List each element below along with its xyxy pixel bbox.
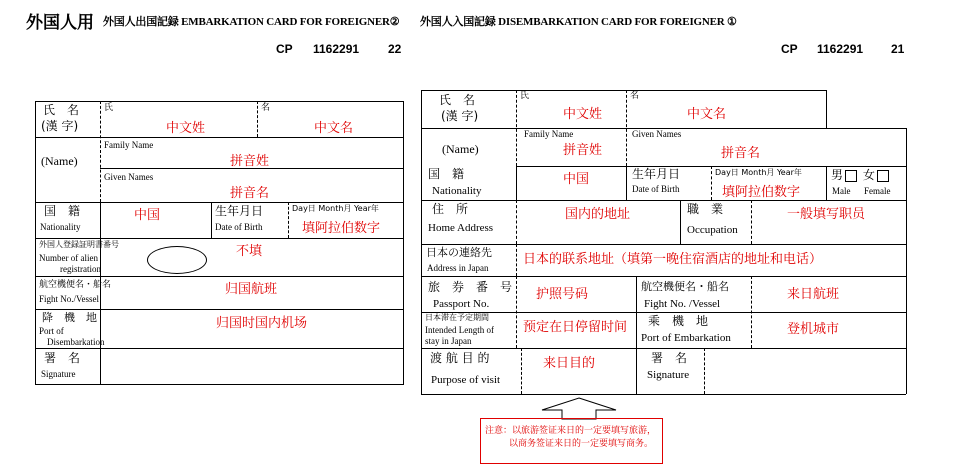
disembark-flight-value: 来日航班	[787, 287, 840, 302]
embark-name-kanji-sub: (漢 字)	[41, 119, 79, 133]
disembark-surname-cn: 中文姓	[563, 107, 603, 122]
disembark-purpose-jp: 渡 航 目 的	[430, 351, 490, 365]
disembark-purpose-en: Purpose of visit	[431, 374, 501, 386]
male-checkbox[interactable]	[845, 170, 857, 182]
male-label: 男	[831, 168, 844, 182]
embark-flight-en: Fight No./Vessel	[39, 294, 100, 304]
embark-cp-number: 1162291	[313, 42, 360, 56]
embark-given-mark: 名	[261, 103, 271, 113]
disembark-contact-value: 日本的联系地址（填第一晚住宿酒店的地址和电话）	[523, 252, 823, 267]
embark-alien-reg-jp: 外国人登録証明書番号	[39, 240, 119, 249]
disembark-stay-jp: 日本滞在予定期間	[425, 313, 489, 322]
disembark-contact-jp: 日本の連絡先	[426, 246, 492, 259]
disembark-given-cn: 中文名	[687, 107, 727, 122]
female-checkbox[interactable]	[877, 170, 889, 182]
embark-surname-cn: 中文姓	[166, 121, 206, 136]
disembark-flight-en: Fight No. /Vessel	[644, 298, 721, 310]
disembark-given-names-label: Given Names	[632, 129, 682, 139]
embark-nationality-jp: 国 籍	[44, 204, 81, 218]
embark-port-en2: Disembarkation	[47, 337, 105, 347]
female-label: 女	[862, 168, 875, 182]
disembark-given-mark: 名	[630, 91, 640, 101]
disembark-signature-jp: 署 名	[651, 351, 688, 365]
embark-name-label: (Name)	[41, 154, 78, 168]
disembark-cp-suffix: 21	[891, 42, 905, 56]
disembark-flight-jp: 航空機便名・船名	[641, 280, 729, 293]
note-line-2: 以商务签证来日的一定要填写商务。	[509, 439, 654, 449]
embark-port-jp: 降 機 地	[42, 311, 97, 324]
female-en-label: Female	[864, 186, 891, 196]
embark-cp-label: CP	[276, 42, 293, 56]
disembark-stay-en1: Intended Length of	[425, 325, 494, 335]
embark-signature-en: Signature	[41, 369, 76, 379]
disembark-nationality-value: 中国	[563, 172, 590, 187]
disembark-signature-en: Signature	[647, 369, 690, 381]
disembark-address-value: 国内的地址	[565, 207, 631, 222]
disembark-name-kanji-sub: (漢 字)	[441, 109, 479, 123]
disembark-cp-number: 1162291	[817, 42, 864, 56]
embark-signature-jp: 署 名	[44, 351, 81, 365]
disembark-stay-value: 预定在日停留时间	[523, 320, 628, 335]
embark-family-name-label: Family Name	[104, 140, 154, 150]
embark-given-names-value: 拼音名	[230, 186, 270, 201]
disembark-address-jp: 住 所	[432, 202, 469, 216]
disembark-address-en: Home Address	[428, 222, 494, 234]
disembark-nationality-en: Nationality	[432, 185, 482, 197]
note-box	[480, 418, 663, 464]
disembark-port-value: 登机城市	[787, 322, 840, 337]
disembarkation-card-title: 外国人入国記録 DISEMBARKATION CARD FOR FOREIGNER ①	[420, 16, 737, 28]
disembark-dob-jp: 生年月日	[632, 167, 681, 181]
disembark-port-en: Port of Embarkation	[641, 332, 731, 344]
embark-dob-value: 填阿拉伯数字	[302, 221, 381, 236]
embark-nationality-en: Nationality	[40, 222, 81, 232]
disembark-purpose-value: 来日目的	[543, 356, 596, 371]
disembark-signature-field[interactable]	[705, 349, 905, 393]
disembark-stay-en2: stay in Japan	[425, 336, 472, 346]
embark-port-value: 归国时国内机场	[216, 316, 308, 331]
embark-dob-en: Date of Birth	[215, 222, 263, 232]
disembark-cp-label: CP	[781, 42, 798, 56]
disembark-given-names-value: 拼音名	[721, 146, 761, 161]
disembark-family-name-label: Family Name	[524, 129, 574, 139]
embark-name-kanji-label: 氏 名	[43, 103, 80, 117]
disembark-family-name-value: 拼音姓	[563, 143, 603, 158]
disembark-name-kanji-label: 氏 名	[439, 93, 476, 107]
embark-flight-value: 归国航班	[225, 282, 278, 297]
disembark-dob-en: Date of Birth	[632, 184, 680, 194]
male-en-label: Male	[832, 186, 851, 196]
embark-nationality-value: 中国	[134, 208, 161, 223]
embark-surname-mark: 氏	[104, 103, 114, 113]
disembark-surname-mark: 氏	[520, 91, 530, 101]
form-main-title: 外国人用	[26, 13, 94, 33]
disembark-name-label: (Name)	[442, 142, 479, 156]
disembark-passport-value: 护照号码	[536, 287, 589, 302]
embark-flight-jp: 航空機便名・船名	[39, 280, 112, 290]
embark-dob-fields: Day日 Month月 Year年	[292, 204, 379, 213]
embarkation-card-title: 外国人出国記録 EMBARKATION CARD FOR FOREIGNER②	[103, 16, 400, 28]
disembark-contact-en: Address in Japan	[427, 263, 489, 273]
embark-signature-field[interactable]	[101, 349, 403, 384]
disembark-dob-value: 填阿拉伯数字	[722, 185, 801, 200]
embark-dob-jp: 生年月日	[215, 204, 264, 218]
disembark-occupation-en: Occupation	[687, 224, 738, 236]
embark-alien-reg-value: 不填	[236, 244, 263, 259]
embark-given-names-label: Given Names	[104, 172, 154, 182]
disembark-occupation-jp: 職 業	[687, 202, 724, 216]
embark-alien-reg-en1: Number of alien	[39, 253, 98, 263]
note-line-1: 注意：以旅游签证来日的一定要填写旅游，	[485, 426, 657, 436]
disembark-port-jp: 乘 機 地	[648, 314, 709, 328]
disembark-passport-en: Passport No.	[433, 298, 490, 310]
disembark-passport-jp: 旅 券 番 号	[428, 280, 513, 294]
disembark-nationality-jp: 国 籍	[428, 167, 465, 181]
alien-reg-oval	[147, 246, 207, 274]
sex-selector	[831, 169, 891, 182]
embark-alien-reg-en2: registration	[60, 264, 101, 274]
disembark-dob-fields: Day日 Month月 Year年	[715, 168, 802, 177]
disembark-occupation-value: 一般填写职员	[787, 207, 866, 222]
embark-family-name-value: 拼音姓	[230, 154, 270, 169]
embark-port-en1: Port of	[39, 326, 64, 336]
embark-given-cn: 中文名	[314, 121, 354, 136]
up-arrow-icon	[538, 396, 620, 420]
embark-cp-suffix: 22	[388, 42, 402, 56]
